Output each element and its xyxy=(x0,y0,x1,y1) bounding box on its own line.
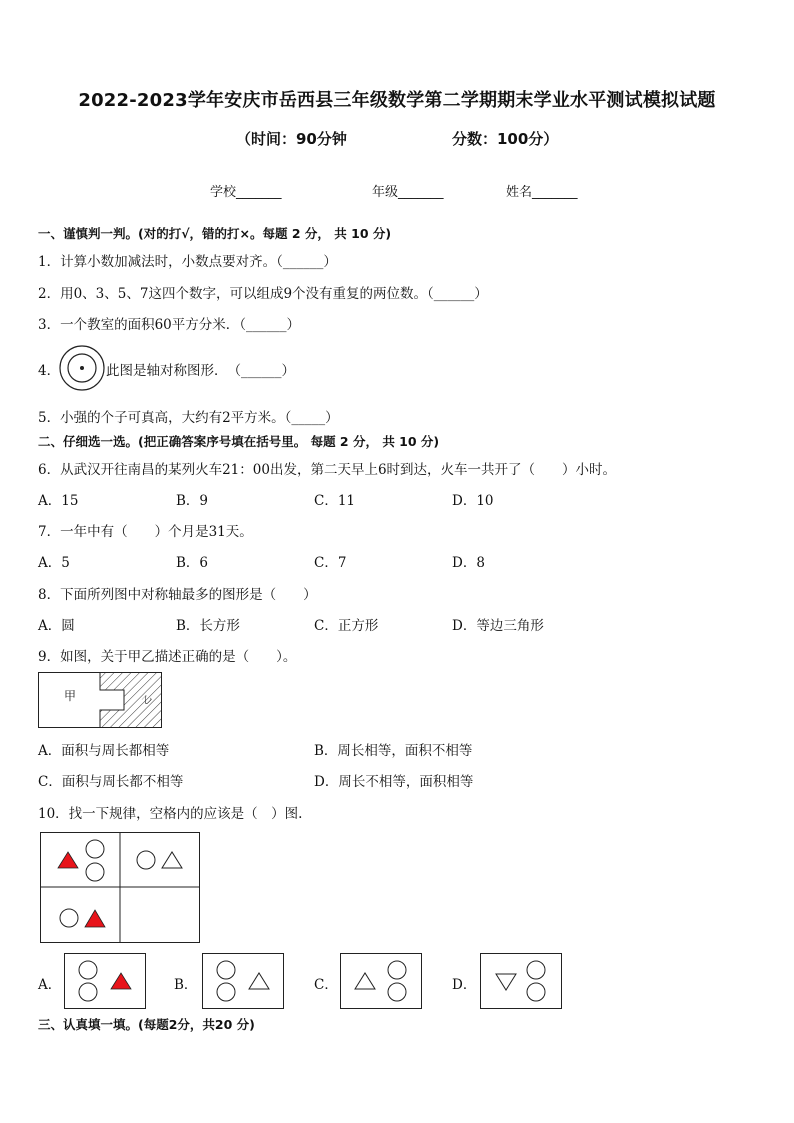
circle-icon xyxy=(217,983,235,1001)
page-title: 2022-2023学年安庆市岳西县三年级数学第二学期期末学业水平测试模拟试题 xyxy=(78,90,716,111)
q6-option-b: B．9 xyxy=(176,493,209,509)
question-1: 1．计算小数加减法时，小数点要对齐。（______） xyxy=(38,254,337,270)
circle-icon xyxy=(79,983,97,1001)
question-5: 5．小强的个子可真高，大约有2平方米。（_____） xyxy=(38,410,339,426)
circle-icon xyxy=(527,961,545,979)
figure-label-yi: 乙 xyxy=(140,693,155,708)
question-6: 6．从武汉开往南昌的某列火车21：00出发，第二天早上6时到达，火车一共开了（ ）小时。 xyxy=(38,462,617,478)
q10-option-b-label: B． xyxy=(174,977,198,993)
question-7: 7．一年中有（ ）个月是31天。 xyxy=(38,524,253,540)
question-2: 2．用0、3、5、7这四个数字，可以组成9个没有重复的两位数。（______） xyxy=(38,286,488,302)
q7-option-c: C．7 xyxy=(314,555,347,571)
triangle-icon xyxy=(58,852,78,868)
circle-icon xyxy=(137,851,155,869)
q10-option-c-label: C． xyxy=(314,977,338,993)
question-8: 8．下面所列图中对称轴最多的图形是（ ） xyxy=(38,587,317,603)
pattern-grid-figure xyxy=(40,832,200,944)
figure-label-jia: 甲 xyxy=(64,689,77,703)
circle-icon xyxy=(388,961,406,979)
circle-icon xyxy=(86,863,104,881)
circle-icon xyxy=(79,961,97,979)
circle-icon xyxy=(527,983,545,1001)
section1-header: 一、谨慎判一判。(对的打√，错的打×。每题 2 分， 共 10 分) xyxy=(38,226,392,241)
center-dot-icon xyxy=(80,366,84,370)
q7-option-d: D．8 xyxy=(452,555,485,571)
circle-icon xyxy=(60,909,78,927)
q7-option-a: A．5 xyxy=(38,555,70,571)
question-9: 9．如图，关于甲乙描述正确的是（ ）。 xyxy=(38,649,297,665)
section3-header: 三、认真填一填。(每题2分，共20 分) xyxy=(38,1017,255,1032)
q6-option-d: D．10 xyxy=(452,493,494,509)
score-label: 分数：100分） xyxy=(452,130,559,148)
circle-icon xyxy=(86,840,104,858)
triangle-icon xyxy=(249,973,269,989)
inverted-triangle-icon xyxy=(496,974,516,990)
q9-option-c: C．面积与周长都不相等 xyxy=(38,774,184,790)
question-3: 3．一个教室的面积60平方分米．（______） xyxy=(38,317,301,333)
question-4-text: 此图是轴对称图形． （______） xyxy=(106,363,295,379)
q10-option-a-label: A． xyxy=(38,977,62,993)
circle-icon xyxy=(217,961,235,979)
question-4-number: 4． xyxy=(38,363,61,379)
grade-field: 年级_______ xyxy=(372,185,444,200)
concentric-circle-figure xyxy=(58,344,106,392)
name-field: 姓名_______ xyxy=(506,185,578,200)
q10-option-b-figure xyxy=(202,953,284,1009)
q8-option-b: B．长方形 xyxy=(176,618,240,634)
section2-header: 二、仔细选一选。(把正确答案序号填在括号里。 每题 2 分， 共 10 分) xyxy=(38,434,440,449)
q6-option-c: C．11 xyxy=(314,493,356,509)
q8-option-d: D．等边三角形 xyxy=(452,618,544,634)
q10-option-d-label: D． xyxy=(452,977,477,993)
q9-option-a: A．面积与周长都相等 xyxy=(38,743,170,759)
hatched-shape-figure xyxy=(38,672,162,728)
q8-option-c: C．正方形 xyxy=(314,618,379,634)
q8-option-a: A．圆 xyxy=(38,618,75,634)
triangle-icon xyxy=(355,973,375,989)
q10-option-d-figure xyxy=(480,953,562,1009)
q10-option-c-figure xyxy=(340,953,422,1009)
question-10: 10．找一下规律，空格内的应该是（ ）图. xyxy=(38,806,303,822)
q9-option-b: B．周长相等，面积不相等 xyxy=(314,743,473,759)
school-field: 学校_______ xyxy=(210,185,282,200)
q10-option-a-figure xyxy=(64,953,146,1009)
q6-option-a: A．15 xyxy=(38,493,79,509)
triangle-icon xyxy=(85,910,105,927)
time-label: （时间：90分钟 xyxy=(236,130,347,148)
triangle-icon xyxy=(111,973,131,989)
q9-option-d: D．周长不相等，面积相等 xyxy=(314,774,474,790)
circle-icon xyxy=(388,983,406,1001)
triangle-icon xyxy=(162,852,182,868)
q7-option-b: B．6 xyxy=(176,555,209,571)
